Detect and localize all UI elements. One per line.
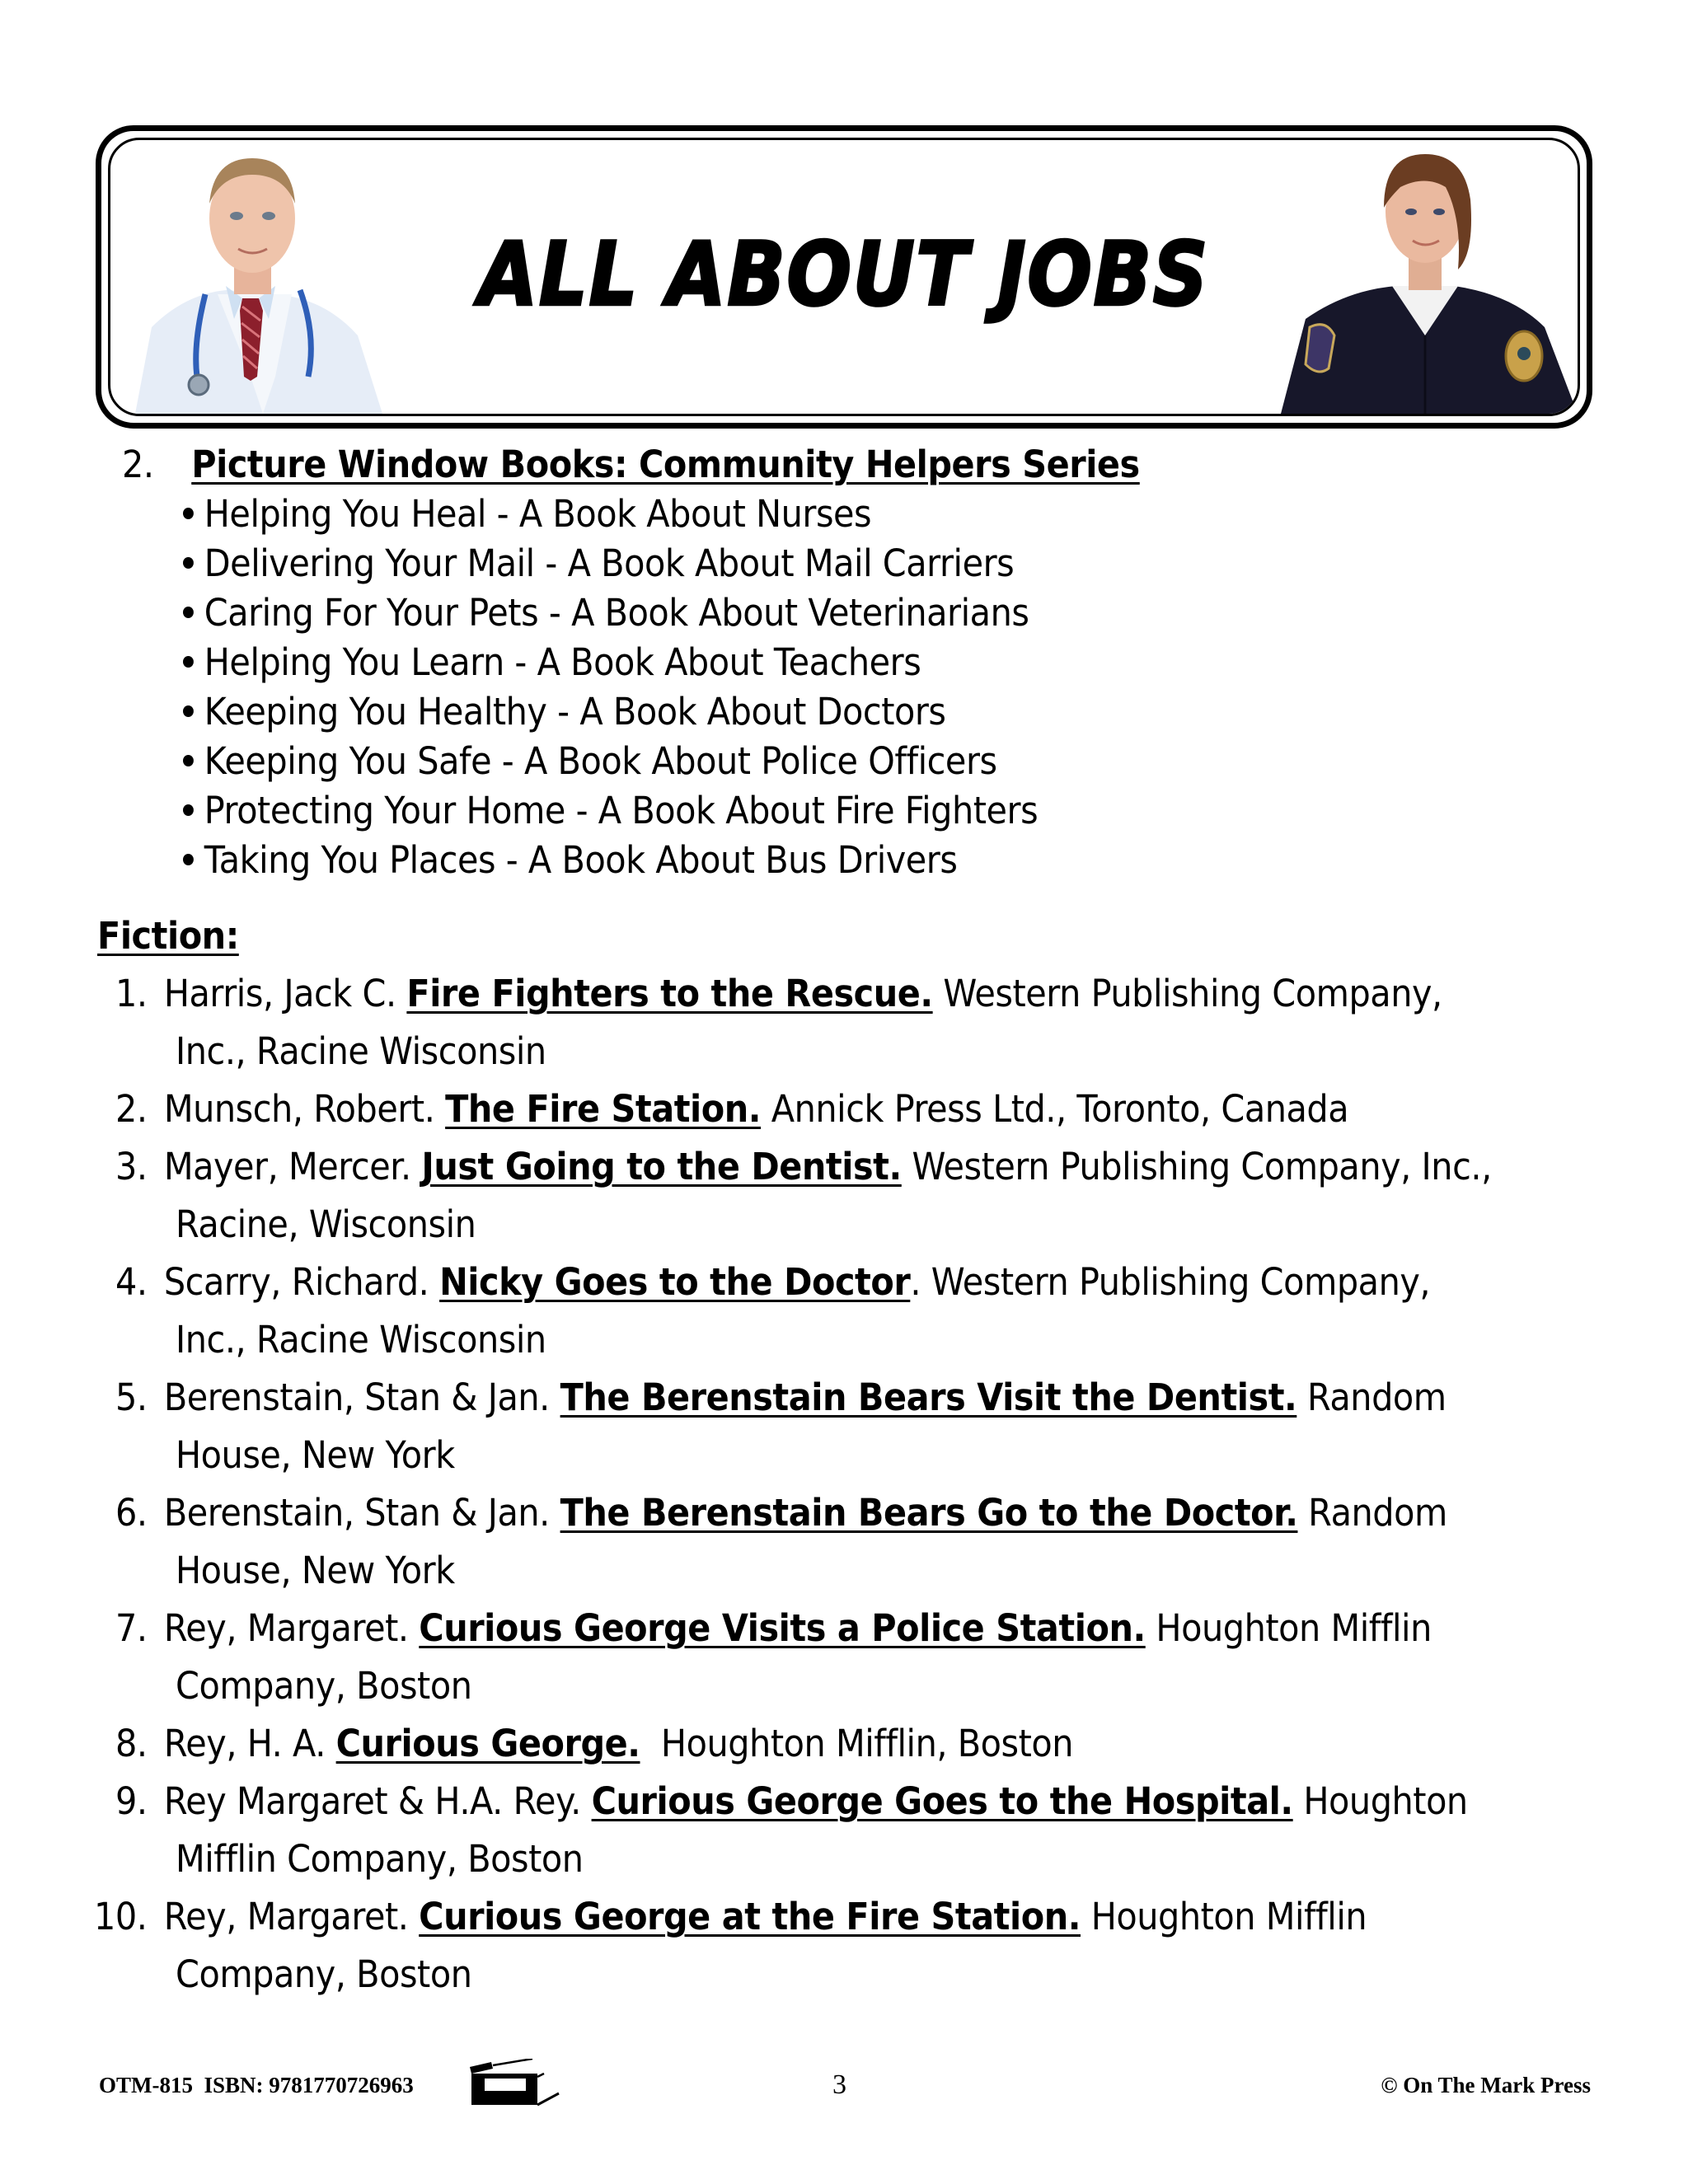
bullet-icon [183, 607, 194, 618]
police-officer-photo [1248, 138, 1578, 414]
entry-publisher-cont: Mifflin Company, Boston [176, 1837, 584, 1881]
entry-publisher: Houghton Mifflin, Boston [640, 1722, 1074, 1765]
entry-number: 2. [115, 1087, 148, 1131]
fiction-entry-continuation [176, 1029, 546, 1075]
series-item-text: Protecting Your Home - A Book About Fire Fighters [204, 789, 1039, 832]
bullet-icon [183, 705, 194, 717]
series-heading: Picture Window Books: Community Helpers Series [191, 443, 1140, 486]
banner-frame [108, 138, 1580, 416]
entry-number: 9. [115, 1779, 148, 1823]
entry-number: 8. [115, 1722, 148, 1765]
footer-product-code: OTM-815 ISBN: 9781770726963 [99, 2073, 414, 2097]
entry-title: Curious George. [335, 1722, 640, 1765]
entry-author: Munsch, Robert. [163, 1087, 446, 1131]
entry-number: 3. [115, 1145, 148, 1188]
bullet-icon [183, 854, 194, 865]
entry-author: Rey, H. A. [163, 1722, 336, 1765]
series-item [183, 541, 1014, 587]
entry-number: 6. [115, 1491, 148, 1535]
fiction-entry [115, 1490, 1447, 1536]
series-item [183, 689, 946, 735]
entry-publisher-cont: Racine, Wisconsin [176, 1202, 476, 1246]
entry-publisher-cont: Company, Boston [176, 1664, 472, 1708]
series-item-text: Keeping You Healthy - A Book About Doctors [204, 690, 946, 733]
entry-publisher-cont: Company, Boston [176, 1952, 472, 1996]
entry-title: The Berenstain Bears Go to the Doctor. [560, 1491, 1298, 1535]
entry-publisher: Houghton [1292, 1779, 1468, 1823]
fiction-entry-continuation [176, 1548, 455, 1594]
entry-author: Rey, Margaret. [163, 1895, 420, 1938]
series-number: 2. [122, 443, 154, 486]
entry-title: The Fire Station. [445, 1087, 762, 1131]
banner-title: ALL ABOUT JOBS [478, 223, 1210, 326]
series-item-text: Taking You Places - A Book About Bus Drivers [204, 838, 958, 882]
entry-number: 10. [94, 1895, 148, 1938]
entry-publisher: Western Publishing Company, [932, 972, 1442, 1015]
series-item [183, 738, 997, 785]
footer-copyright: © On The Mark Press [1381, 2073, 1591, 2097]
entry-publisher: Western Publishing Company, Inc., [901, 1145, 1492, 1188]
fiction-entry-continuation [176, 1836, 584, 1882]
entry-title: Just Going to the Dentist. [421, 1145, 902, 1188]
entry-title: Curious George Visits a Police Station. [419, 1606, 1146, 1650]
fiction-heading-text: Fiction: [97, 914, 239, 958]
entry-author: Scarry, Richard. [163, 1260, 440, 1304]
fiction-heading [97, 913, 239, 959]
fiction-entry-continuation [176, 1202, 476, 1248]
bullet-icon [183, 557, 194, 569]
entry-publisher-cont: House, New York [176, 1549, 455, 1592]
fiction-entry-continuation [176, 1432, 455, 1479]
entry-publisher-cont: Inc., Racine Wisconsin [176, 1029, 546, 1073]
entry-publisher: Random [1296, 1376, 1447, 1419]
fiction-entry [115, 1375, 1447, 1421]
entry-publisher-cont: House, New York [176, 1433, 455, 1477]
entry-author: Berenstain, Stan & Jan. [163, 1376, 560, 1419]
entry-publisher: Random [1297, 1491, 1447, 1535]
series-item-text: Helping You Learn - A Book About Teachers [204, 640, 921, 684]
bullet-icon [183, 508, 194, 519]
fiction-entry [115, 971, 1442, 1017]
fiction-entry [115, 1779, 1468, 1825]
bullet-icon [183, 755, 194, 766]
series-item-text: Keeping You Safe - A Book About Police Officers [204, 739, 997, 783]
entry-author: Harris, Jack C. [163, 972, 407, 1015]
entry-author: Mayer, Mercer. [163, 1145, 422, 1188]
series-item [183, 837, 957, 883]
fiction-entry [115, 1086, 1348, 1132]
entry-number: 7. [115, 1606, 148, 1650]
entry-title: Curious George at the Fire Station. [419, 1895, 1081, 1938]
fiction-entry-continuation [176, 1663, 471, 1709]
entry-publisher: Houghton Mifflin [1081, 1895, 1367, 1938]
entry-number: 4. [115, 1260, 148, 1304]
fiction-entry [94, 1894, 1367, 1940]
series-item-text: Caring For Your Pets - A Book About Veterinarians [204, 591, 1029, 635]
fiction-entry-continuation [176, 1317, 546, 1363]
fiction-entry [115, 1721, 1073, 1767]
bullet-icon [183, 656, 194, 668]
series-item [183, 640, 921, 686]
page-banner [96, 125, 1592, 429]
entry-author: Rey Margaret & H.A. Rey. [163, 1779, 592, 1823]
entry-title: The Berenstain Bears Visit the Dentist. [560, 1376, 1297, 1419]
page-number: 3 [832, 2069, 846, 2100]
entry-number: 5. [115, 1376, 148, 1419]
fiction-entry [115, 1259, 1430, 1305]
entry-publisher: Annick Press Ltd., Toronto, Canada [761, 1087, 1349, 1131]
photocopier-icon [468, 2059, 567, 2107]
entry-publisher-cont: Inc., Racine Wisconsin [176, 1318, 546, 1361]
fiction-entry [115, 1605, 1432, 1652]
entry-author: Berenstain, Stan & Jan. [163, 1491, 560, 1535]
entry-publisher: Houghton Mifflin [1145, 1606, 1432, 1650]
series-item [183, 590, 1029, 636]
series-heading-row [122, 442, 1140, 488]
fiction-entry [115, 1144, 1492, 1190]
series-item-text: Helping You Heal - A Book About Nurses [204, 492, 872, 536]
entry-title: Curious George Goes to the Hospital. [591, 1779, 1293, 1823]
bullet-icon [183, 804, 194, 816]
entry-number: 1. [115, 972, 148, 1015]
fiction-entry-continuation [176, 1952, 471, 1998]
entry-title: Fire Fighters to the Rescue. [406, 972, 933, 1015]
entry-title: Nicky Goes to the Doctor [439, 1260, 911, 1304]
series-item-text: Delivering Your Mail - A Book About Mail Carriers [204, 541, 1015, 585]
entry-author: Rey, Margaret. [163, 1606, 420, 1650]
entry-publisher: . Western Publishing Company, [910, 1260, 1431, 1304]
series-item [183, 491, 871, 537]
series-item [183, 788, 1038, 834]
